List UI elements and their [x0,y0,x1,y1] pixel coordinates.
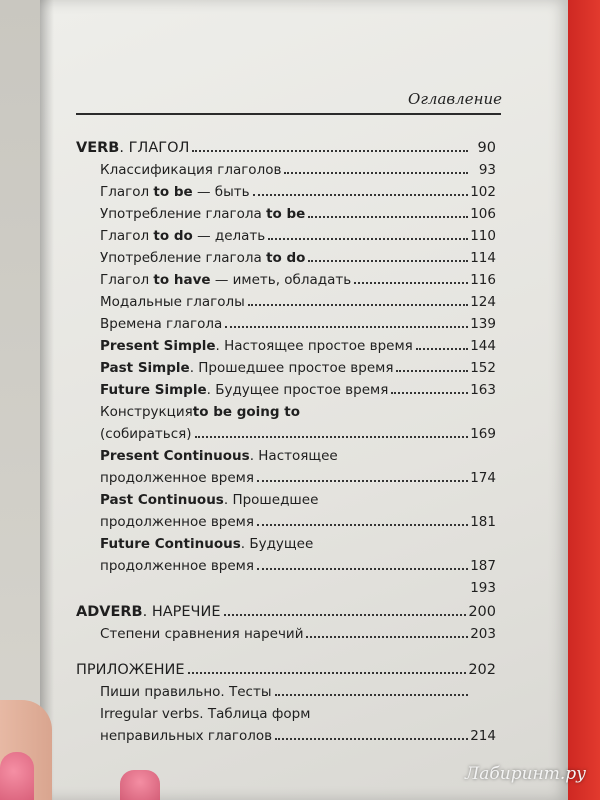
leader-dots [391,391,468,394]
entry-text: . Прошедшее [223,492,319,508]
entry-text: продолженное время [100,470,254,486]
page-number: 181 [470,514,496,530]
toc-entry-tense [76,332,496,354]
section-title-rest: . ГЛАГОЛ [119,140,190,156]
leader-dots [224,613,467,616]
leader-dots [275,737,468,740]
toc-section-appendix [76,654,496,678]
entry-text: Пиши правильно. Тесты [100,684,272,700]
toc-entry [76,288,496,310]
leader-dots [192,149,468,152]
toc-entry-construction-line1 [76,398,496,420]
entry-text: — иметь, обладать [210,272,352,288]
entry-text: . Настоящее [249,448,338,464]
entry-text: Модальные глаголы [100,294,245,310]
page-number: 203 [470,626,496,642]
leader-dots [257,479,468,482]
leader-dots [248,303,468,306]
leader-dots [225,325,468,328]
toc-entry-continuous [76,552,496,574]
page-number: 124 [470,294,496,310]
page-number: 106 [470,206,496,222]
page-number: 139 [470,316,496,332]
entry-bold: Present Simple [100,338,216,354]
leader-dots [257,523,468,526]
entry-bold: to be going to [192,404,300,420]
labirint-watermark: Лабиринт.ру [465,764,586,784]
section-title: ADVERB [76,604,143,620]
entry-bold: Past Simple [100,360,190,376]
toc-entry-irregular [76,722,496,744]
page-number: 152 [470,360,496,376]
entry-bold: to do [266,250,306,266]
entry-text: Употребление глагола [100,250,267,266]
page-number: 116 [470,272,496,288]
toc-entry-unlabeled [76,574,496,596]
section-title-rest: . НАРЕЧИЕ [142,604,221,620]
entry-text: продолженное время [100,558,254,574]
page-number: 200 [468,604,496,620]
leader-dots [268,237,468,240]
leader-dots [284,171,468,174]
leader-dots [308,259,468,262]
toc-entry [76,156,496,178]
toc-entry [76,178,496,200]
page-number: 174 [470,470,496,486]
entry-text: Глагол [100,184,154,200]
title-rule [76,113,501,115]
toc-section-verb [76,132,496,156]
fingernail [0,752,34,800]
toc-entry-continuous [76,464,496,486]
toc-entry-construction [76,420,496,442]
leader-dots [188,671,467,674]
toc-entry-irregular-line1: Irregular verbs. Таблица форм [100,706,311,722]
entry-bold: to be [153,184,193,200]
entry-text: Классификация глаголов [100,162,282,178]
entry-bold: Present Continuous [100,448,250,464]
section-title: VERB [76,140,120,156]
toc-entry-continuous-line1 [76,530,496,552]
toc-entry [76,310,496,332]
page-number: 102 [470,184,496,200]
leader-dots [306,635,468,638]
page-number: 110 [470,228,496,244]
leader-dots [195,435,468,438]
entry-text: . Будущее простое время [206,382,389,398]
page-number: 144 [470,338,496,354]
entry-text: Конструкция [100,404,193,420]
page-title: Оглавление [408,90,502,108]
entry-bold: Future Continuous [100,536,241,552]
entry-text: . Прошедшее простое время [189,360,394,376]
entry-text: . Настоящее простое время [215,338,413,354]
toc-entry [76,244,496,266]
page-number: 187 [470,558,496,574]
entry-text: продолженное время [100,514,254,530]
page-number: 114 [470,250,496,266]
page-gutter-shadow [40,0,54,800]
fingernail-2 [120,770,160,800]
toc-entry [76,200,496,222]
leader-dots [275,693,469,696]
toc-entry-tense [76,376,496,398]
entry-text: неправильных глаголов [100,728,273,744]
entry-bold: to be [266,206,306,222]
table-of-contents [76,132,496,744]
leader-dots [257,567,468,570]
entry-text: — делать [192,228,266,244]
entry-text: — быть [192,184,250,200]
entry-text: Степени сравнения наречий [100,626,304,642]
toc-entry [76,620,496,642]
toc-entry-continuous [76,508,496,530]
leader-dots [308,215,468,218]
entry-text: . Будущее [240,536,314,552]
toc-entry-continuous-line1 [76,486,496,508]
entry-text: Времена глагола [100,316,223,332]
page-number: 93 [478,162,496,178]
leader-dots [253,193,468,196]
page-number: 169 [470,426,496,442]
toc-entry [76,266,496,288]
section-title: ПРИЛОЖЕНИЕ [76,662,185,678]
entry-text: Употребление глагола [100,206,267,222]
page-number: 202 [468,662,496,678]
entry-text: (собираться) [100,426,192,442]
entry-bold: to have [153,272,211,288]
entry-text: Глагол [100,228,154,244]
toc-entry [76,678,496,700]
page-number: 214 [470,728,496,744]
toc-section-adverb [76,596,496,620]
page-number: 163 [470,382,496,398]
entry-text: Глагол [100,272,154,288]
page-number: 193 [470,580,496,596]
page-number: 90 [477,140,496,156]
toc-entry-tense [76,354,496,376]
leader-dots [354,281,468,284]
leader-dots [396,369,468,372]
entry-bold: Future Simple [100,382,207,398]
entry-bold: Past Continuous [100,492,224,508]
toc-entry-continuous-line1 [76,442,496,464]
leader-dots [416,347,468,350]
entry-bold: to do [153,228,193,244]
toc-entry [76,222,496,244]
